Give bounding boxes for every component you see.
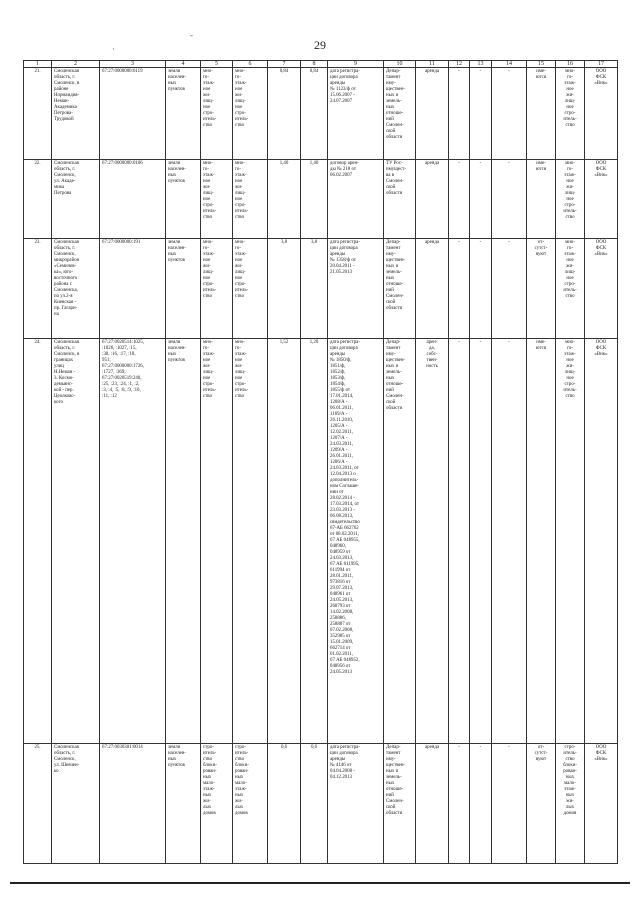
- permitted-use-cell: стро- итель- ство блоки- рован- ных мало- этаж- ных жи- лых домов: [201, 744, 233, 864]
- row-number-cell: 25.: [24, 744, 52, 864]
- col-14-cell: -: [492, 339, 527, 744]
- corner-mark-left: -: [190, 30, 193, 40]
- land-category-cell: земли населен- ных пунктов: [166, 339, 201, 744]
- column-header: 1: [24, 61, 52, 68]
- right-type-cell: аренда: [416, 239, 449, 339]
- land-category-cell: земли населен- ных пунктов: [166, 744, 201, 864]
- table-row: [24, 339, 618, 744]
- basis-document-cell: дата регистра- ции договора аренды № 1123/ф от 15.06.2007 - 24.07.2007: [328, 68, 384, 160]
- actual-use-cell: мно- го- этаж- ное жи- лищ- ное стро- итель- ство: [233, 239, 268, 339]
- cadastral-number-cell: 67:27:0000000:191: [100, 239, 166, 339]
- column-header: 14: [492, 61, 527, 68]
- col-13-cell: -: [470, 744, 492, 864]
- permitted-use-cell: мно- го- этаж- ное жи- лищ- ное стро- итель- ство: [201, 68, 233, 160]
- investor-cell: ООО ФСК «Вик»: [585, 339, 618, 744]
- column-header: 7: [268, 61, 301, 68]
- col-13-cell: -: [470, 239, 492, 339]
- rights-holder-cell: Депар- тамент иму- ществен- ных и земель- ных отноше- ний Смолен- ской области: [384, 68, 416, 160]
- rights-holder-cell: Депар- тамент иму- ществен- ных и земель- ных отноше- ний Смолен- ской области: [384, 339, 416, 744]
- land-plots-table: [23, 60, 618, 864]
- col-12-cell: -: [449, 339, 470, 744]
- row-number-cell: 24.: [24, 339, 52, 744]
- rights-holder-cell: ТУ Рос- имущест- ва в Смолен- ской области: [384, 160, 416, 239]
- encumbrances-cell: от- сутст- вуют: [527, 239, 556, 339]
- column-header: 6: [233, 61, 268, 68]
- permitted-use-cell: мно- го- этаж- ное жи- лищ- ное стро- итель- ство: [201, 239, 233, 339]
- col-13-cell: -: [470, 160, 492, 239]
- area-free-cell: 1,40: [301, 160, 328, 239]
- column-header: 17: [585, 61, 618, 68]
- actual-use-cell: стро- итель- ство блоки- рован- ных мало- этаж- ных жи- лых домов: [233, 744, 268, 864]
- column-header: 11: [416, 61, 449, 68]
- address-cell: Смоленская область, г. Смоленск, в районе Нормандия- Неман- Академика Петрова- Трудовой: [52, 68, 100, 160]
- area-total-cell: 0,6: [268, 744, 301, 864]
- planned-use-cell: мно- го- этаж- ное жи- лищ- ное стро- итель- ство: [556, 68, 585, 160]
- column-header: 15: [527, 61, 556, 68]
- address-cell: Смоленская область, г. Смоленск, микрорайон «Семичев- ка», юго- восточного района г. Смоленска, по ул.2-я Киевская - пр. Гагари- на: [52, 239, 100, 339]
- column-header: 2: [52, 61, 100, 68]
- col-12-cell: -: [449, 160, 470, 239]
- column-header: 12: [449, 61, 470, 68]
- land-category-cell: земли населен- ных пунктов: [166, 68, 201, 160]
- encumbrances-cell: име- ются: [527, 160, 556, 239]
- col-14-cell: -: [492, 68, 527, 160]
- row-number-cell: 23.: [24, 239, 52, 339]
- cadastral-number-cell: 67:27:0030301:0014: [100, 744, 166, 864]
- area-total-cell: 1,40: [268, 160, 301, 239]
- basis-document-cell: дата регистра- ции договора аренды № 1358/ф от 20.04.2011 - 21.05.2013: [328, 239, 384, 339]
- encumbrances-cell: име- ются: [527, 339, 556, 744]
- address-cell: Смоленская область, г. Смоленск, в границах улиц Н.Неман - 3. Космо- демьянс- кой - пер. Цеолковс- кого: [52, 339, 100, 744]
- corner-mark-center: ·: [112, 44, 115, 54]
- area-total-cell: 3,8: [268, 239, 301, 339]
- planned-use-cell: стро- итель- ство блоки- рован- ных мало- этаж- ных жи- лых домов: [556, 744, 585, 864]
- investor-cell: ООО ФСК «Вик»: [585, 160, 618, 239]
- encumbrances-cell: от- сутст- вуют: [527, 744, 556, 864]
- area-free-cell: 0,6: [301, 744, 328, 864]
- planned-use-cell: мно- го- этаж- ное жи- лищ- ное стро- итель- ство: [556, 239, 585, 339]
- col-13-cell: -: [470, 68, 492, 160]
- column-header: 9: [328, 61, 384, 68]
- table-row: [24, 68, 618, 160]
- column-header: 10: [384, 61, 416, 68]
- right-type-cell: аренда: [416, 744, 449, 864]
- area-total-cell: 1,52: [268, 339, 301, 744]
- address-cell: Смоленская область, г. Смоленск, ул. Шевчен- ко: [52, 744, 100, 864]
- right-type-cell: арен- да, собс- твен- ность: [416, 339, 449, 744]
- bottom-rule: [10, 882, 630, 884]
- right-type-cell: аренда: [416, 160, 449, 239]
- page-number: 29: [314, 38, 326, 52]
- col-14-cell: -: [492, 744, 527, 864]
- basis-document-cell: дата регистра- ции договора аренды № 4146 от 04.04.2008 - 04.12.2013: [328, 744, 384, 864]
- column-header: 3: [100, 61, 166, 68]
- cadastral-number-cell: 67:27:0000000:6119: [100, 68, 166, 160]
- area-free-cell: 0,84: [301, 68, 328, 160]
- rights-holder-cell: Депар- тамент иму- ществен- ных и земель- ных отноше- ний Смолен- ской области: [384, 744, 416, 864]
- investor-cell: ООО ФСК «Вик»: [585, 744, 618, 864]
- column-header: 13: [470, 61, 492, 68]
- planned-use-cell: мно- го- этаж- ное жи- лищ- ное стро- итель- ство: [556, 160, 585, 239]
- area-free-cell: 3,8: [301, 239, 328, 339]
- permitted-use-cell: мно- го- этаж- ное жи- лищ- ное стро- итель- ство: [201, 160, 233, 239]
- col-14-cell: -: [492, 239, 527, 339]
- land-category-cell: земли населен- ных пунктов: [166, 160, 201, 239]
- right-type-cell: аренда: [416, 68, 449, 160]
- actual-use-cell: мно- го- этаж- ное жи- лищ- ное стро- итель- ство: [233, 68, 268, 160]
- cadastral-number-cell: 67:27:0000000:0106: [100, 160, 166, 239]
- table-row: [24, 239, 618, 339]
- address-cell: Смоленская область, г. Смоленск, ул. Акаде- мика Петрова: [52, 160, 100, 239]
- area-total-cell: 0,84: [268, 68, 301, 160]
- investor-cell: ООО ФСК «Вик»: [585, 239, 618, 339]
- basis-document-cell: договор арен- ды № 218 от 06.02.2007: [328, 160, 384, 239]
- row-number-cell: 21.: [24, 68, 52, 160]
- land-category-cell: земли населен- ных пунктов: [166, 239, 201, 339]
- table-row: [24, 744, 618, 864]
- column-header: 16: [556, 61, 585, 68]
- col-12-cell: -: [449, 239, 470, 339]
- table-row: [24, 160, 618, 239]
- col-12-cell: -: [449, 744, 470, 864]
- col-13-cell: -: [470, 339, 492, 744]
- column-header: 8: [301, 61, 328, 68]
- permitted-use-cell: мно- го- этаж- ное жи- лищ- ное стро- итель- ство: [201, 339, 233, 744]
- planned-use-cell: мно- го- этаж- ное жи- лищ- ное стро- итель- ство: [556, 339, 585, 744]
- actual-use-cell: мно- го- этаж- ное жи- лищ- ное стро- итель- ство: [233, 160, 268, 239]
- col-12-cell: -: [449, 68, 470, 160]
- column-header: 4: [166, 61, 201, 68]
- investor-cell: ООО ФСК «Вик»: [585, 68, 618, 160]
- encumbrances-cell: име- ются: [527, 68, 556, 160]
- rights-holder-cell: Депар- тамент иму- ществен- ных и земель- ных отноше- ний Смолен- ской области: [384, 239, 416, 339]
- basis-document-cell: дата регистра- ции договора аренды № 1850/ф, 1851/ф, 1852/ф, 1853/ф, 1854/ф, 1855/ф от 17.01.2014, 1208/А - 06.01.2011, 1169/А - 26.11.2010, 1205/А - 12.02.2011, 1207/А - 24.03.2011, 1209/А - 26.01.2011, 1206/А - 24.03.2011, от 12.04.2013 о дополнитель- ном Соглаше- нии от 28.02.2014 - 17.03.2014, от 23.03.2013 - 06.08.2013, свидетельство 67-АБ 662762 от 08.02.2011, 67 АБ 048955, 048960, 048959 от 24.03.2013, 67 АБ 611995, 611994 от 28.01.2011, 973816 от 29.07.2013, 048961 от 24.05.2013, 268793 от 14.02.2008, 258886, 258887 от 07.02.2008, 352985 от 15.01.2009, 662714 от 01.02.2011, 67 АБ 048952, 048956 от 24.05.2013: [328, 339, 384, 744]
- cadastral-number-cell: 67:27:0020514:1025, :1026, :1027, :15, :38, :16, :17, :18, 951; 67:27:0000000:1726, :1727, :369; 67:27:0020519:240, :25, :23, :24, :1, :2, :3, :4, :5, :8, :9, :10, :11, :12: [100, 339, 166, 744]
- actual-use-cell: мно- го- этаж- ное жи- лищ- ное стро- итель- ство: [233, 339, 268, 744]
- row-number-cell: 22.: [24, 160, 52, 239]
- column-header: 5: [201, 61, 233, 68]
- col-14-cell: -: [492, 160, 527, 239]
- area-free-cell: 1,20: [301, 339, 328, 744]
- header-row: [24, 61, 618, 68]
